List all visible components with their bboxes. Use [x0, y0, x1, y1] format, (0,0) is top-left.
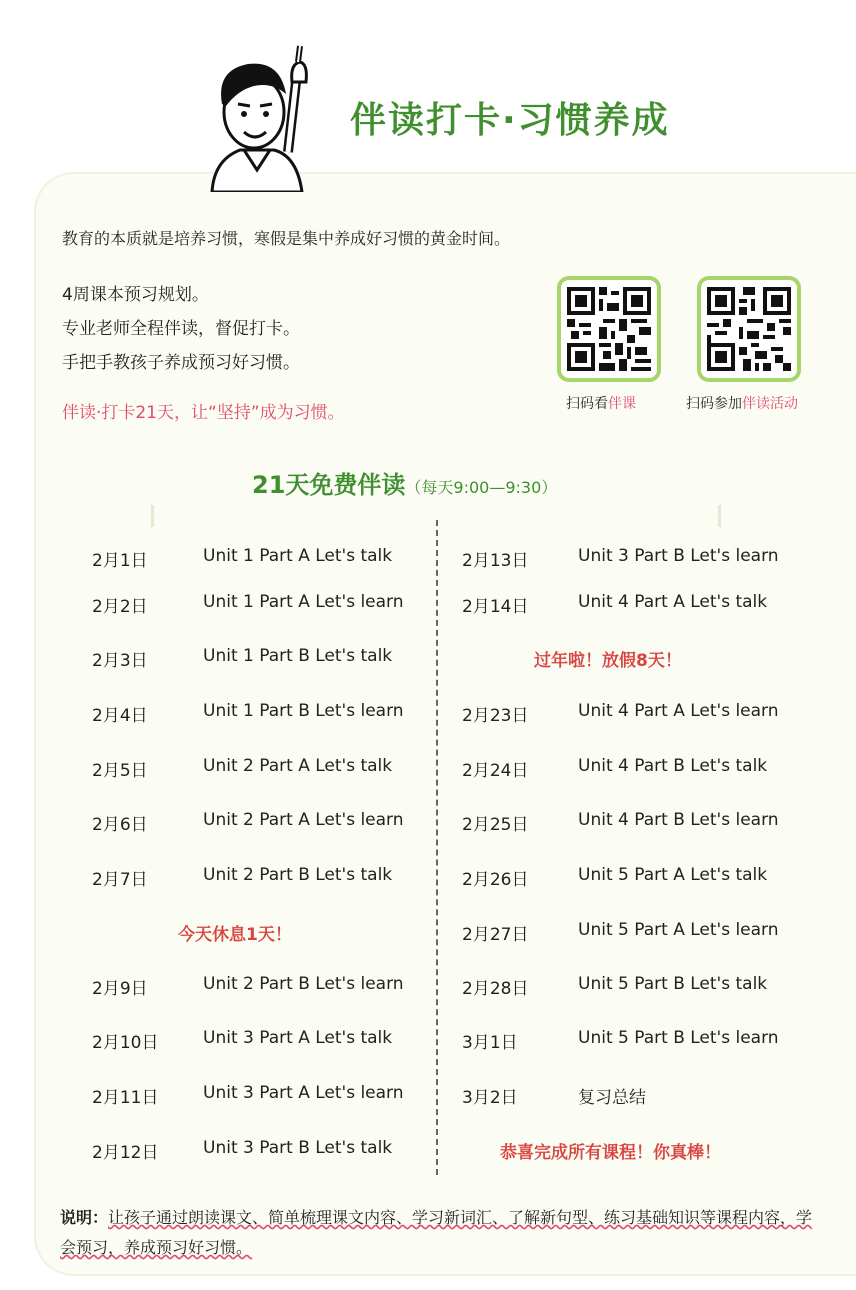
schedule-date: 2月3日 — [92, 651, 148, 671]
schedule-row — [462, 546, 822, 570]
footer-text: 让孩子通过朗读课文、简单梳理课文内容、学习新词汇、了解新句型、练习基础知识等课程内容，学会预习，养成预习好习惯。 — [60, 1208, 813, 1257]
schedule-row — [462, 592, 822, 616]
schedule-row — [462, 1028, 822, 1052]
qr-caption-activity — [686, 393, 798, 413]
schedule-lesson: Unit 2 Part B Let's talk — [203, 865, 393, 885]
schedule-row — [462, 701, 822, 725]
schedule-note: 恭喜完成所有课程！你真棒！ — [500, 1143, 721, 1163]
qr-code-activity[interactable] — [697, 276, 801, 382]
schedule-lesson: Unit 2 Part B Let's learn — [203, 974, 404, 994]
qr-code-icon — [567, 286, 651, 372]
schedule-lesson: Unit 5 Part B Let's talk — [578, 974, 768, 994]
schedule-date: 2月9日 — [92, 979, 148, 999]
schedule-date: 2月24日 — [462, 761, 529, 781]
schedule-row — [462, 756, 822, 780]
schedule-row — [92, 810, 452, 834]
qr-caption-highlight: 伴课 — [608, 396, 636, 412]
schedule-title — [252, 465, 557, 500]
schedule-row — [462, 810, 822, 834]
decorative-tick — [151, 505, 154, 527]
schedule-row — [462, 1083, 822, 1107]
schedule-lesson: Unit 4 Part A Let's talk — [578, 592, 768, 612]
schedule-date: 3月1日 — [462, 1033, 518, 1053]
schedule-row — [92, 646, 452, 670]
schedule-date: 2月1日 — [92, 551, 148, 571]
schedule-title-text: 21天免费伴读 — [252, 471, 406, 499]
schedule-lesson: Unit 1 Part A Let's talk — [203, 546, 393, 566]
schedule-date: 2月28日 — [462, 979, 529, 999]
qr-code-icon — [707, 286, 791, 372]
schedule-date: 2月6日 — [92, 815, 148, 835]
schedule-lesson: Unit 4 Part A Let's learn — [578, 701, 779, 721]
schedule-row — [92, 1083, 452, 1107]
schedule-date: 2月12日 — [92, 1143, 159, 1163]
footer-label: 说明： — [60, 1208, 109, 1227]
schedule-row — [92, 865, 452, 889]
schedule-row — [92, 592, 452, 616]
qr-code-course[interactable] — [557, 276, 661, 382]
schedule-lesson: Unit 5 Part A Let's learn — [578, 920, 779, 940]
schedule-date: 2月13日 — [462, 551, 529, 571]
schedule-date: 2月2日 — [92, 597, 148, 617]
schedule-lesson: Unit 2 Part A Let's talk — [203, 756, 393, 776]
plan-line: 手把手教孩子养成预习好习惯。 — [62, 353, 300, 373]
schedule-row — [92, 546, 452, 570]
schedule-row — [92, 1028, 452, 1052]
schedule-time-range: （每天9:00—9:30） — [405, 478, 558, 497]
schedule-date: 2月11日 — [92, 1088, 159, 1108]
schedule-lesson: Unit 1 Part B Let's learn — [203, 701, 404, 721]
schedule-row — [462, 974, 822, 998]
schedule-lesson: Unit 4 Part B Let's talk — [578, 756, 768, 776]
schedule-row — [462, 865, 822, 889]
schedule-date: 2月27日 — [462, 925, 529, 945]
schedule-date: 2月23日 — [462, 706, 529, 726]
schedule-lesson: Unit 4 Part B Let's learn — [578, 810, 779, 830]
schedule-date: 2月26日 — [462, 870, 529, 890]
page-title: 伴读打卡·习惯养成 — [350, 100, 670, 141]
boy-mascot-illustration — [192, 42, 322, 192]
schedule-date: 2月14日 — [462, 597, 529, 617]
schedule-date: 2月25日 — [462, 815, 529, 835]
schedule-lesson: 复习总结 — [578, 1088, 646, 1108]
schedule-lesson: Unit 3 Part B Let's talk — [203, 1138, 393, 1158]
schedule-lesson: Unit 2 Part A Let's learn — [203, 810, 404, 830]
schedule-lesson: Unit 5 Part B Let's learn — [578, 1028, 779, 1048]
schedule-date: 2月7日 — [92, 870, 148, 890]
schedule-date: 2月5日 — [92, 761, 148, 781]
schedule-date: 2月4日 — [92, 706, 148, 726]
schedule-note: 今天休息1天！ — [178, 925, 292, 945]
qr-caption-highlight: 伴读活动 — [742, 396, 798, 412]
schedule-lesson: Unit 3 Part A Let's learn — [203, 1083, 404, 1103]
schedule-row — [462, 920, 822, 944]
schedule-note: 过年啦！放假8天！ — [534, 651, 682, 671]
slogan-text: 伴读·打卡21天，让“坚持”成为习惯。 — [62, 403, 345, 423]
schedule-row — [92, 1138, 452, 1162]
schedule-lesson: Unit 3 Part A Let's talk — [203, 1028, 393, 1048]
qr-caption-course — [566, 393, 636, 413]
schedule-row — [92, 974, 452, 998]
schedule-row — [92, 701, 452, 725]
schedule-date: 2月10日 — [92, 1033, 159, 1053]
decorative-tick — [718, 505, 721, 527]
intro-text: 教育的本质就是培养习惯，寒假是集中养成好习惯的黄金时间。 — [62, 229, 511, 248]
schedule-lesson: Unit 5 Part A Let's talk — [578, 865, 768, 885]
column-divider — [436, 520, 438, 1175]
schedule-date: 3月2日 — [462, 1088, 518, 1108]
schedule-lesson: Unit 1 Part A Let's learn — [203, 592, 404, 612]
plan-line: 专业老师全程伴读，督促打卡。 — [62, 319, 300, 339]
qr-caption-text: 扫码看 — [566, 396, 608, 412]
schedule-lesson: Unit 3 Part B Let's learn — [578, 546, 779, 566]
schedule-row — [92, 756, 452, 780]
schedule-lesson: Unit 1 Part B Let's talk — [203, 646, 393, 666]
qr-caption-text: 扫码参加 — [686, 396, 742, 412]
footer-note — [60, 1203, 820, 1263]
plan-line: 4周课本预习规划。 — [62, 285, 209, 305]
